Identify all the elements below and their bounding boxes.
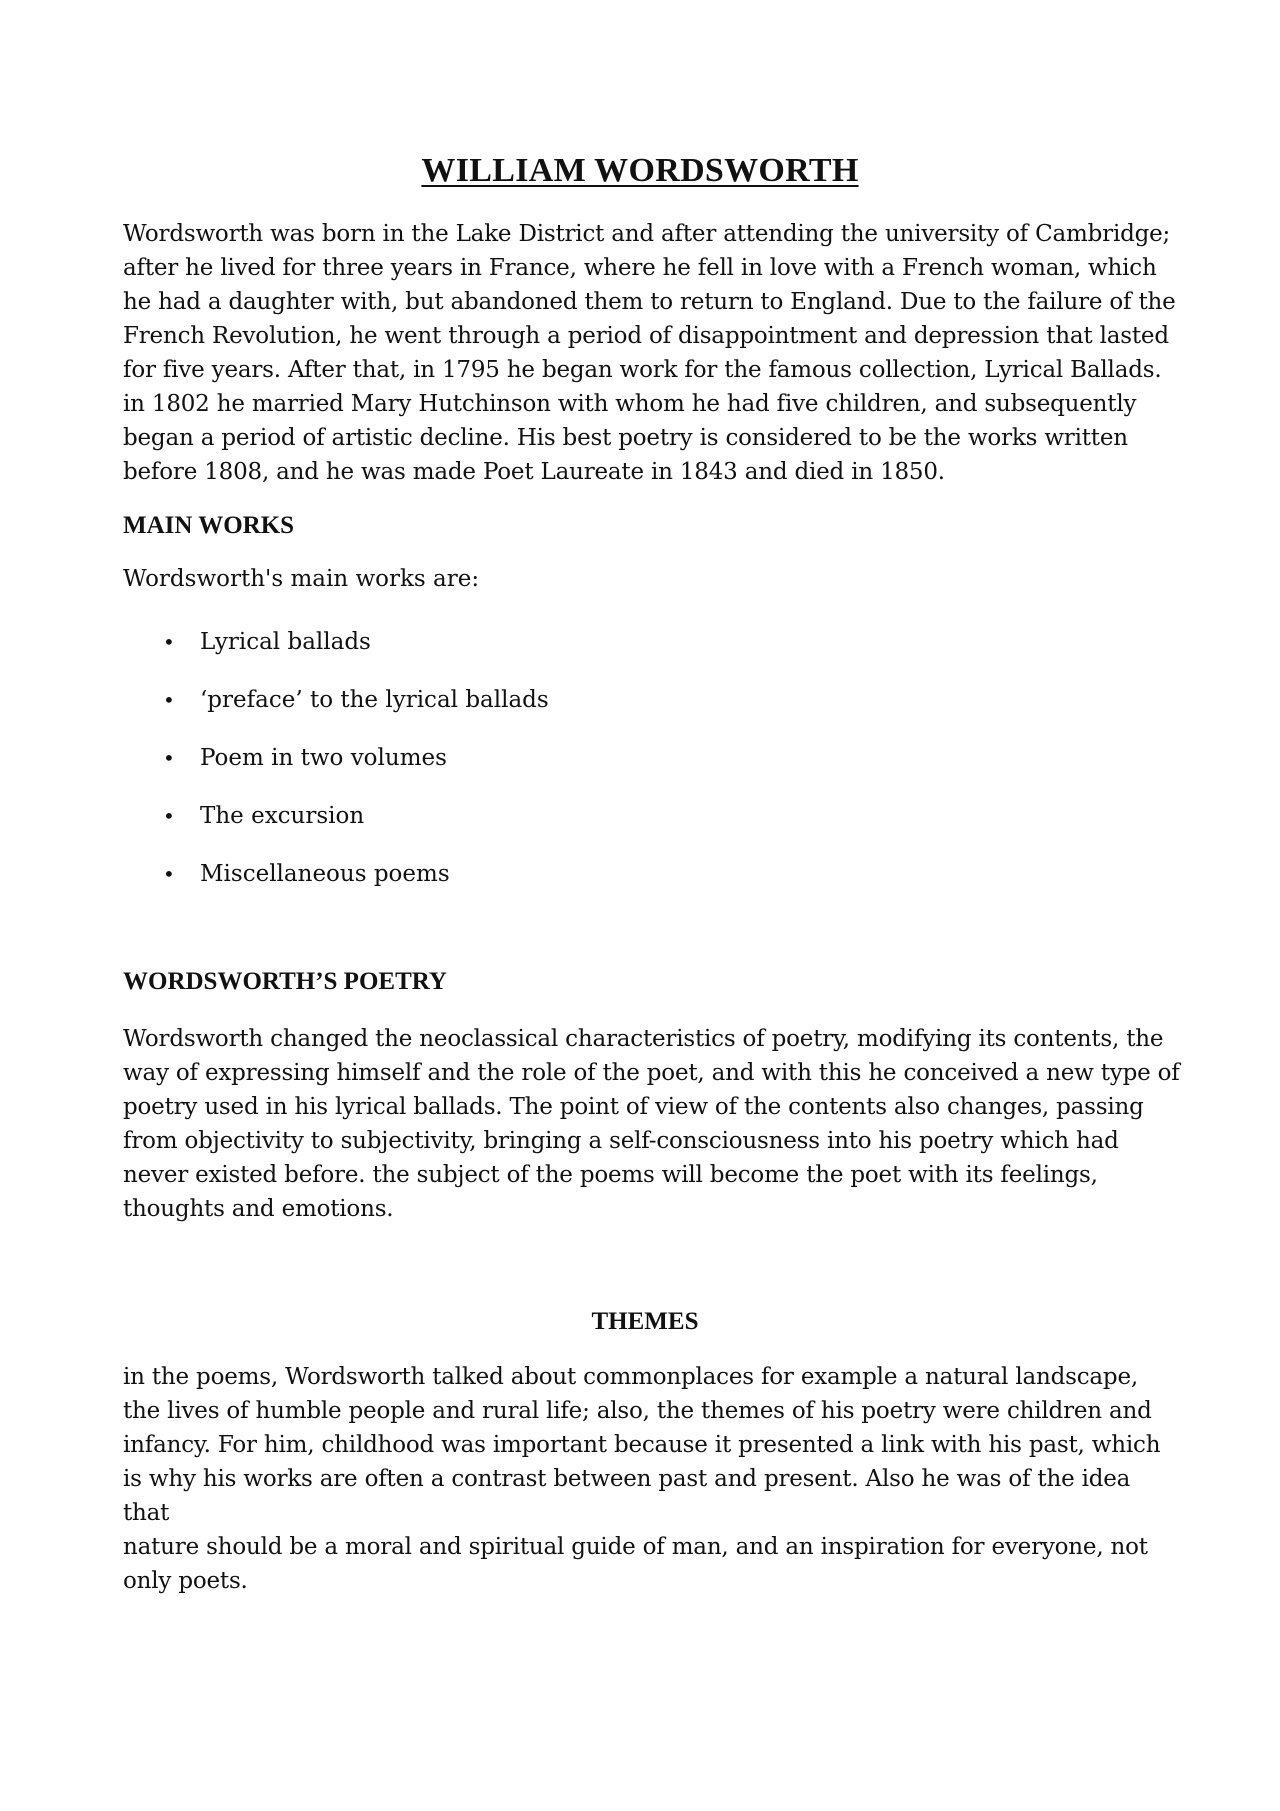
main-works-heading: MAIN WORKS (123, 512, 295, 539)
document-title: WILLIAM WORDSWORTH (421, 152, 859, 189)
list-item-text: ‘preface’ to the lyrical ballads (200, 687, 549, 713)
list-item-text: Poem in two volumes (200, 745, 447, 771)
themes-paragraph: in the poems, Wordsworth talked about commonplaces for example a natural landscape, the lives of humble people and rural life; also, the themes of his poetry were children and infancy. For him, childhood was important because it presented a link with his past, which is why his works are often a contrast between past and present. Also he was of the idea that nature should be a moral and spiritual guide of man, and an inspiration for everyone, not only poets. (123, 1364, 1161, 1594)
bullet-icon: • (163, 862, 175, 886)
list-item-text: Lyrical ballads (200, 629, 371, 655)
list-item-text: The excursion (200, 803, 365, 829)
bullet-icon: • (163, 804, 175, 828)
bullet-icon: • (163, 630, 175, 654)
poetry-paragraph: Wordsworth changed the neoclassical characteristics of poetry, modifying its contents, the way of expressing himself and the role of the poet, and with this he conceived a new type of poetry used in his lyrical ballads. The point of view of the contents also changes, passing from objectivity to subjectivity, bringing a self-consciousness into his poetry which had never existed before. the subject of the poems will become the poet with its feelings, thoughts and emotions. (123, 1026, 1180, 1222)
bullet-icon: • (163, 746, 175, 770)
themes-heading: THEMES (591, 1308, 699, 1335)
list-item-text: Miscellaneous poems (200, 861, 450, 887)
biography-paragraph: Wordsworth was born in the Lake District and after attending the university of Cambridge; after he lived for three years in France, where he fell in love with a French woman, which he had a daughter with, but abandoned them to return to England. Due to the failure of the French Revolution, he went through a period of disappointment and depression that lasted for five years. After that, in 1795 he began work for the famous collection, Lyrical Ballads. in 1802 he married Mary Hutchinson with whom he had five children, and subsequently began a period of artistic decline. His best poetry is considered to be the works written before 1808, and he was made Poet Laureate in 1843 and died in 1850. (123, 221, 1176, 485)
main-works-intro: Wordsworth's main works are: (123, 566, 480, 592)
bullet-icon: • (163, 688, 175, 712)
poetry-heading: WORDSWORTH’S POETRY (123, 968, 447, 995)
